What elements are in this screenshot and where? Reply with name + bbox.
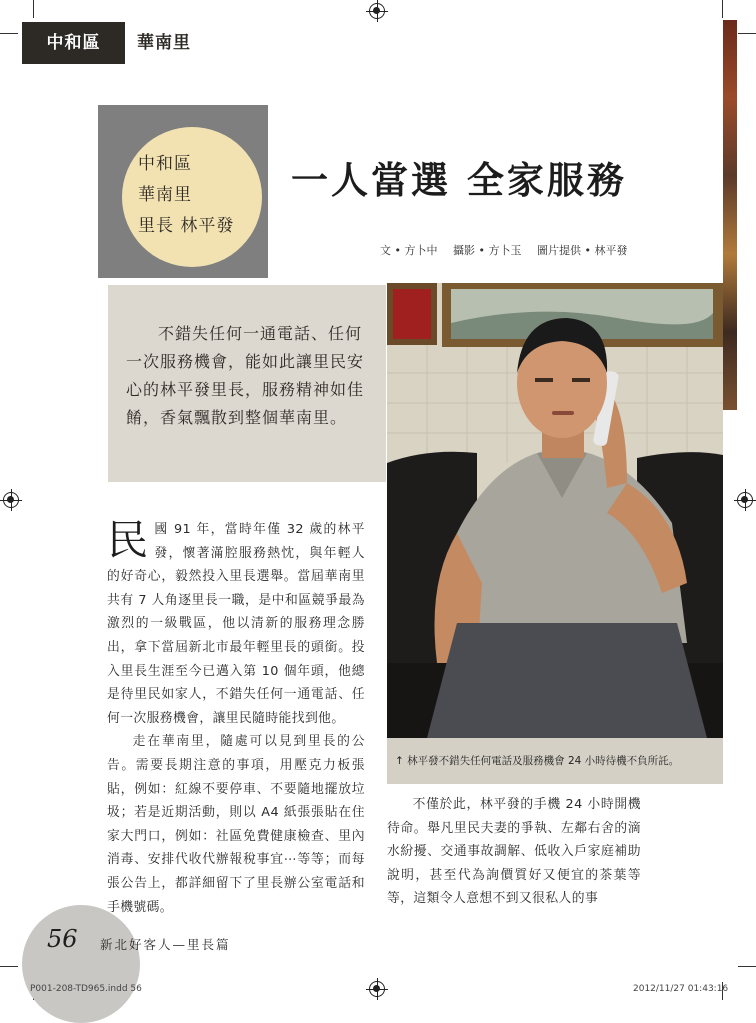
body-column-right xyxy=(387,793,641,911)
crop-mark xyxy=(33,0,34,18)
crop-mark xyxy=(0,966,18,967)
crop-mark xyxy=(0,33,18,34)
page-number-disc xyxy=(22,905,140,1023)
badge-chief: 里長 林平發 xyxy=(138,216,235,236)
lead-box xyxy=(108,285,386,482)
crop-mark xyxy=(738,33,756,34)
print-slug-timestamp: 2012/11/27 01:43:16 xyxy=(633,984,729,994)
adjacent-page-strip xyxy=(723,20,737,410)
name-badge xyxy=(122,127,262,267)
body-paragraph-2: 走在華南里，隨處可以見到里長的公告。需要長期注意的事項，用壓克力板張貼，例如：紅線不要停車、不要隨地擺放垃圾；若是近期活動，則以 A4 紙張張貼在住家大門口，例如：社區免費健康檢查、里內消毒、安排代收代辦報稅事宜⋯等等；而每張公告上，都詳細留下了里長辦公室電話和手機號碼。 xyxy=(107,734,365,915)
registration-mark-icon xyxy=(369,3,385,19)
crop-mark xyxy=(722,0,723,18)
article-credits xyxy=(380,242,639,258)
photo-caption: ↑ 林平發不錯失任何電話及服務機會 24 小時待機不負所託。 xyxy=(387,738,723,784)
portrait-photo xyxy=(387,283,723,738)
subsection-label: 華南里 xyxy=(137,33,191,53)
badge-village: 華南里 xyxy=(138,185,192,205)
body-paragraph-3: 不僅於此，林平發的手機 24 小時開機待命。舉凡里民夫妻的爭執、左鄰右舍的滴水紛擾、交通事故調解、低收入戶家庭補助說明，甚至代為詢價質好又便宜的茶葉等等，這類令人意想不到又很私人的事 xyxy=(387,797,641,907)
section-tag: 中和區 xyxy=(22,22,125,64)
credit-photo: 攝影 • 方卜玉 xyxy=(452,244,522,257)
lead-text: 不錯失任何一通電話、任何一次服務機會，能如此讓里民安心的林平發里長，服務精神如佳餚，香氣飄散到整個華南里。 xyxy=(126,324,365,427)
registration-mark-icon xyxy=(369,981,385,997)
drop-cap: 民 xyxy=(107,516,149,564)
badge-district: 中和區 xyxy=(138,154,192,174)
credit-writer: 文 • 方卜中 xyxy=(380,244,438,257)
article-title: 一人當選 全家服務 xyxy=(291,158,627,202)
portrait-illustration xyxy=(387,283,723,738)
body-paragraph-1: 國 91 年，當時年僅 32 歲的林平發，懷著滿腔服務熱忱，與年輕人的好奇心，毅然投入里長選舉。當屆華南里共有 7 人角逐里長一職，是中和區競爭最為激烈的一級戰區，他以清新的服務理念勝出，拿下當屆新北市最年輕里長的頭銜。投入里長生涯至今已邁入第 10 個年頭，他總是待里民如家人，不錯失任何一通電話、任何一次服務機會，讓里民隨時能找到他。 xyxy=(107,522,365,726)
print-slug-file: P001-208-TD965.indd 56 xyxy=(30,984,142,994)
registration-mark-icon xyxy=(3,492,19,508)
running-footer: 新北好客人—里長篇 xyxy=(100,937,231,952)
crop-mark xyxy=(738,966,756,967)
body-column-left xyxy=(107,518,365,919)
registration-mark-icon xyxy=(737,492,753,508)
credit-image: 圖片提供 • 林平發 xyxy=(536,244,628,257)
page-number: 56 xyxy=(47,925,78,953)
